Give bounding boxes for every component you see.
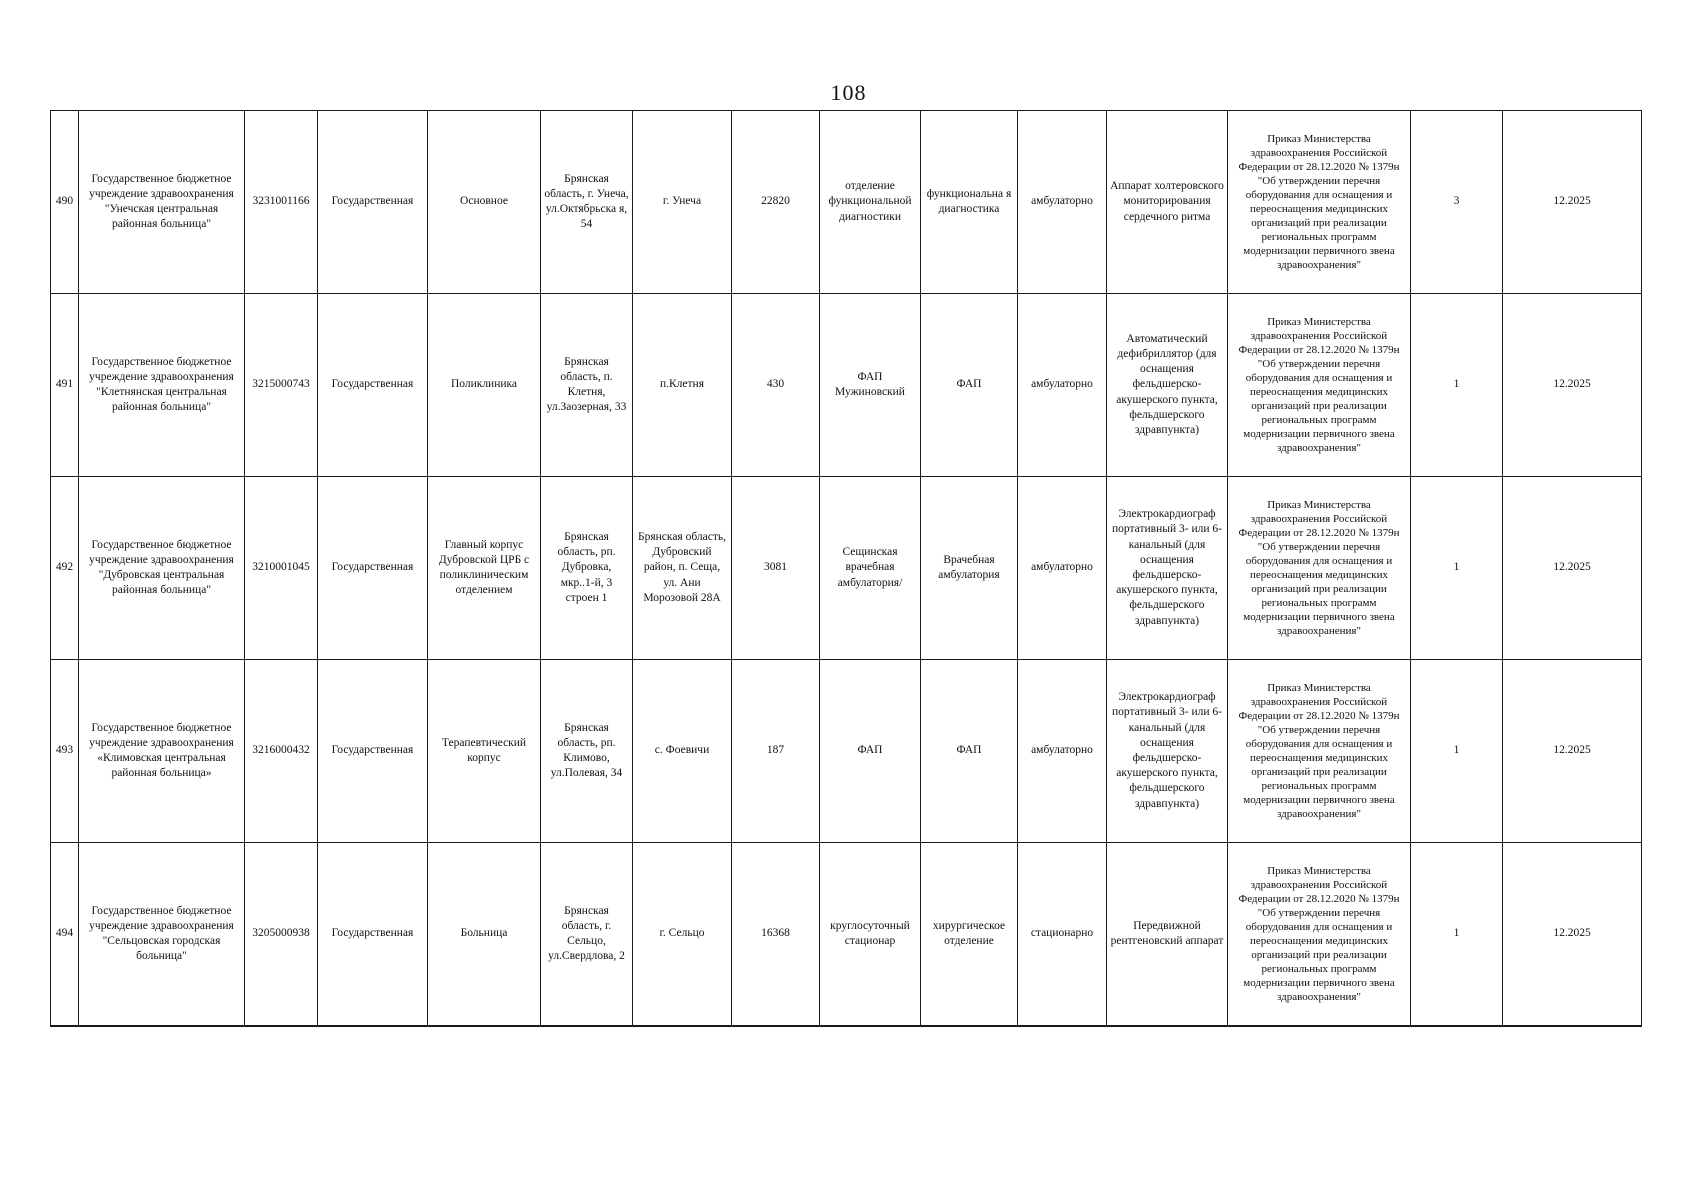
ownership-cell: Государственная (318, 660, 428, 843)
page-number: 108 (830, 80, 867, 105)
code-cell: 3205000938 (245, 843, 318, 1027)
institution-cell: Государственное бюджетное учреждение здравоохранения "Сельцовская городская больница" (79, 843, 245, 1027)
population-cell: 3081 (732, 477, 820, 660)
profile-cell: ФАП (921, 294, 1018, 477)
equipment-cell: Аппарат холтеровского мониторирования сердечного ритма (1107, 111, 1228, 294)
address-cell: Брянская область, п. Клетня, ул.Заозерная, 33 (541, 294, 633, 477)
care-conditions-cell: амбулаторно (1018, 111, 1107, 294)
quantity-cell: 1 (1411, 660, 1503, 843)
population-cell: 16368 (732, 843, 820, 1027)
institution-cell: Государственное бюджетное учреждение здравоохранения "Унечская центральная районная больница" (79, 111, 245, 294)
ownership-cell: Государственная (318, 477, 428, 660)
building-cell: Терапевтический корпус (428, 660, 541, 843)
date-cell: 12.2025 (1503, 843, 1642, 1027)
locality-address-cell: г. Унеча (633, 111, 732, 294)
locality-address-cell: г. Сельцо (633, 843, 732, 1027)
order-cell: Приказ Министерства здравоохранения Российской Федерации от 28.12.2020 № 1379н "Об утверждении перечня оборудования для оснащения и переоснащения медицинских организаций при реализации региональных программ модернизации первичного звена здравоохранения" (1228, 660, 1411, 843)
code-cell: 3215000743 (245, 294, 318, 477)
institution-cell: Государственное бюджетное учреждение здравоохранения "Клетнянская центральная районная больница" (79, 294, 245, 477)
care-conditions-cell: амбулаторно (1018, 660, 1107, 843)
quantity-cell: 3 (1411, 111, 1503, 294)
equipment-cell: Электрокардиограф портативный 3- или 6-канальный (для оснащения фельдшерско-акушерского пункта, фельдшерского здравпункта) (1107, 477, 1228, 660)
care-conditions-cell: амбулаторно (1018, 477, 1107, 660)
ownership-cell: Государственная (318, 111, 428, 294)
order-cell: Приказ Министерства здравоохранения Российской Федерации от 28.12.2020 № 1379н "Об утверждении перечня оборудования для оснащения и переоснащения медицинских организаций при реализации региональных программ модернизации первичного звена здравоохранения" (1228, 294, 1411, 477)
equipment-cell: Передвижной рентгеновский аппарат (1107, 843, 1228, 1027)
table-row (51, 660, 1642, 843)
building-cell: Больница (428, 843, 541, 1027)
date-cell: 12.2025 (1503, 660, 1642, 843)
institution-cell: Государственное бюджетное учреждение здравоохранения «Климовская центральная районная больница» (79, 660, 245, 843)
order-cell: Приказ Министерства здравоохранения Российской Федерации от 28.12.2020 № 1379н "Об утверждении перечня оборудования для оснащения и переоснащения медицинских организаций при реализации региональных программ модернизации первичного звена здравоохранения" (1228, 843, 1411, 1027)
locality-address-cell: с. Фоевичи (633, 660, 732, 843)
population-cell: 22820 (732, 111, 820, 294)
department-cell: круглосуточный стационар (820, 843, 921, 1027)
department-cell: ФАП (820, 660, 921, 843)
code-cell: 3210001045 (245, 477, 318, 660)
code-cell: 3231001166 (245, 111, 318, 294)
row-number-cell: 490 (51, 111, 79, 294)
locality-address-cell: Брянская область, Дубровский район, п. Сеща, ул. Ани Морозовой 28А (633, 477, 732, 660)
table-row (51, 843, 1642, 1027)
profile-cell: хирургическое отделение (921, 843, 1018, 1027)
code-cell: 3216000432 (245, 660, 318, 843)
population-cell: 187 (732, 660, 820, 843)
equipment-registry-table (50, 110, 1642, 1027)
profile-cell: Врачебная амбулатория (921, 477, 1018, 660)
building-cell: Главный корпус Дубровской ЦРБ с поликлиническим отделением (428, 477, 541, 660)
address-cell: Брянская область, рп. Климово, ул.Полевая, 34 (541, 660, 633, 843)
equipment-cell: Электрокардиограф портативный 3- или 6-канальный (для оснащения фельдшерско-акушерского пункта, фельдшерского здравпункта) (1107, 660, 1228, 843)
profile-cell: ФАП (921, 660, 1018, 843)
building-cell: Поликлиника (428, 294, 541, 477)
row-number-cell: 492 (51, 477, 79, 660)
department-cell: Сещинская врачебная амбулатория/ (820, 477, 921, 660)
ownership-cell: Государственная (318, 294, 428, 477)
population-cell: 430 (732, 294, 820, 477)
date-cell: 12.2025 (1503, 111, 1642, 294)
quantity-cell: 1 (1411, 477, 1503, 660)
table-row (51, 294, 1642, 477)
table-row (51, 477, 1642, 660)
building-cell: Основное (428, 111, 541, 294)
department-cell: отделение функциональной диагностики (820, 111, 921, 294)
quantity-cell: 1 (1411, 294, 1503, 477)
address-cell: Брянская область, г. Унеча, ул.Октябрьска я, 54 (541, 111, 633, 294)
order-cell: Приказ Министерства здравоохранения Российской Федерации от 28.12.2020 № 1379н "Об утверждении перечня оборудования для оснащения и переоснащения медицинских организаций при реализации региональных программ модернизации первичного звена здравоохранения" (1228, 111, 1411, 294)
row-number-cell: 494 (51, 843, 79, 1027)
department-cell: ФАП Мужиновский (820, 294, 921, 477)
order-cell: Приказ Министерства здравоохранения Российской Федерации от 28.12.2020 № 1379н "Об утверждении перечня оборудования для оснащения и переоснащения медицинских организаций при реализации региональных программ модернизации первичного звена здравоохранения" (1228, 477, 1411, 660)
table-body (51, 111, 1642, 1027)
address-cell: Брянская область, г. Сельцо, ул.Свердлова, 2 (541, 843, 633, 1027)
care-conditions-cell: амбулаторно (1018, 294, 1107, 477)
row-number-cell: 491 (51, 294, 79, 477)
profile-cell: функциональна я диагностика (921, 111, 1018, 294)
date-cell: 12.2025 (1503, 294, 1642, 477)
equipment-cell: Автоматический дефибриллятор (для оснащения фельдшерско-акушерского пункта, фельдшерского здравпункта) (1107, 294, 1228, 477)
ownership-cell: Государственная (318, 843, 428, 1027)
row-number-cell: 493 (51, 660, 79, 843)
care-conditions-cell: стационарно (1018, 843, 1107, 1027)
locality-address-cell: п.Клетня (633, 294, 732, 477)
table-row (51, 111, 1642, 294)
institution-cell: Государственное бюджетное учреждение здравоохранения "Дубровская центральная районная больница" (79, 477, 245, 660)
date-cell: 12.2025 (1503, 477, 1642, 660)
address-cell: Брянская область, рп. Дубровка, мкр..1-й, 3 строен 1 (541, 477, 633, 660)
quantity-cell: 1 (1411, 843, 1503, 1027)
